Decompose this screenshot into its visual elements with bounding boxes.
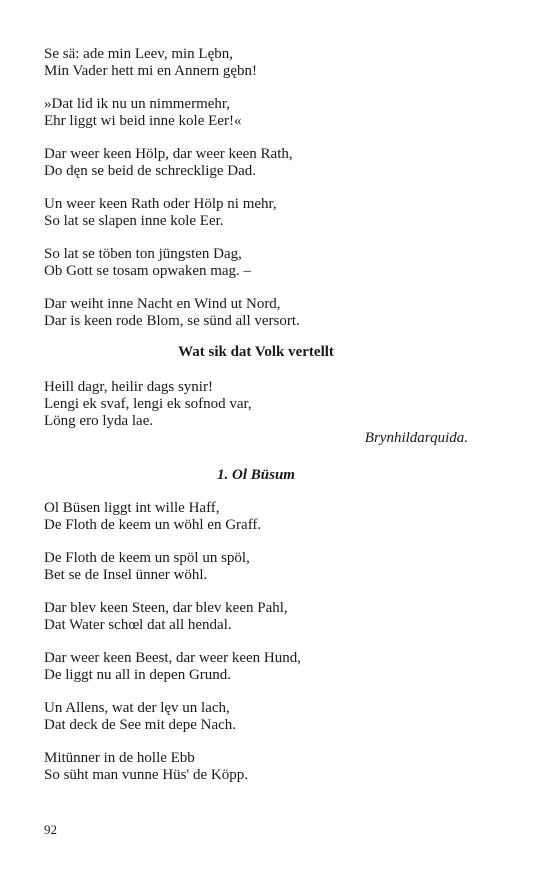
- stanza: [44, 146, 468, 180]
- verse-line: So süht man vunne Hüs' de Köpp.: [44, 767, 248, 783]
- verse-line: Dar weer keen Beest, dar weer keen Hund,: [44, 650, 301, 666]
- epigraph-line: Heill dagr, heilir dags synir!: [44, 379, 213, 395]
- verse-line: Min Vader hett mi en Annern gębn!: [44, 63, 258, 79]
- verse-line: Dar weiht inne Nacht en Wind ut Nord,: [44, 296, 281, 312]
- verse-line: Dar is keen rode Blom, se sünd all versort.: [44, 313, 300, 329]
- stanza: [44, 46, 468, 80]
- epigraph: [44, 379, 468, 447]
- verse-line: Un weer keen Rath oder Hölp ni mehr,: [44, 196, 277, 212]
- verse-line: Do dęn se beid de schrecklige Dad.: [44, 163, 257, 179]
- verse-line: Dat Water schœl dat all hendal.: [44, 617, 232, 633]
- poem-2: [44, 500, 468, 784]
- epigraph-line: Löng ero lyda lae.: [44, 413, 154, 429]
- verse-line: Ob Gott se tosam opwaken mag. –: [44, 263, 252, 279]
- stanza: [44, 700, 468, 734]
- verse-line: Dar blev keen Steen, dar blev keen Pahl,: [44, 600, 288, 616]
- stanza: [44, 96, 468, 130]
- verse-line: De Floth de keem un spöl un spöl,: [44, 550, 250, 566]
- stanza: [44, 650, 468, 684]
- verse-line: De Floth de keem un wöhl en Graff.: [44, 517, 262, 533]
- verse-line: So lat se slapen inne kole Eer.: [44, 213, 224, 229]
- verse-line: Bet se de Insel ünner wöhl.: [44, 567, 208, 583]
- stanza: [44, 246, 468, 280]
- page-number: 92: [44, 822, 57, 837]
- page-content: [44, 46, 468, 784]
- verse-line: De liggt nu all in depen Grund.: [44, 667, 232, 683]
- verse-line: Un Allens, wat der lęv un lach,: [44, 700, 230, 716]
- verse-line: Mitünner in de holle Ebb: [44, 750, 195, 766]
- verse-line: Ehr liggt wi beid inne kole Eer!«: [44, 113, 242, 129]
- poem-title: 1. Ol Büsum: [217, 467, 295, 483]
- verse-line: So lat se töben ton jüngsten Dag,: [44, 246, 242, 262]
- epigraph-line: Lengi ek svaf, lengi ek sofnod var,: [44, 396, 252, 412]
- stanza: [44, 296, 468, 330]
- verse-line: »Dat lid ik nu un nimmermehr,: [44, 96, 231, 112]
- stanza: [44, 500, 468, 534]
- verse-line: Se sä: ade min Leev, min Lębn,: [44, 46, 233, 62]
- verse-line: Dar weer keen Hölp, dar weer keen Rath,: [44, 146, 293, 162]
- stanza: [44, 600, 468, 634]
- stanza: [44, 196, 468, 230]
- stanza: [44, 550, 468, 584]
- stanza: [44, 750, 468, 784]
- section-title: Wat sik dat Volk vertellt: [178, 344, 334, 360]
- poem-1: [44, 46, 468, 330]
- verse-line: Ol Büsen liggt int wille Haff,: [44, 500, 220, 516]
- epigraph-attribution: Brynhildarquida.: [364, 430, 468, 446]
- verse-line: Dat deck de See mit depe Nach.: [44, 717, 237, 733]
